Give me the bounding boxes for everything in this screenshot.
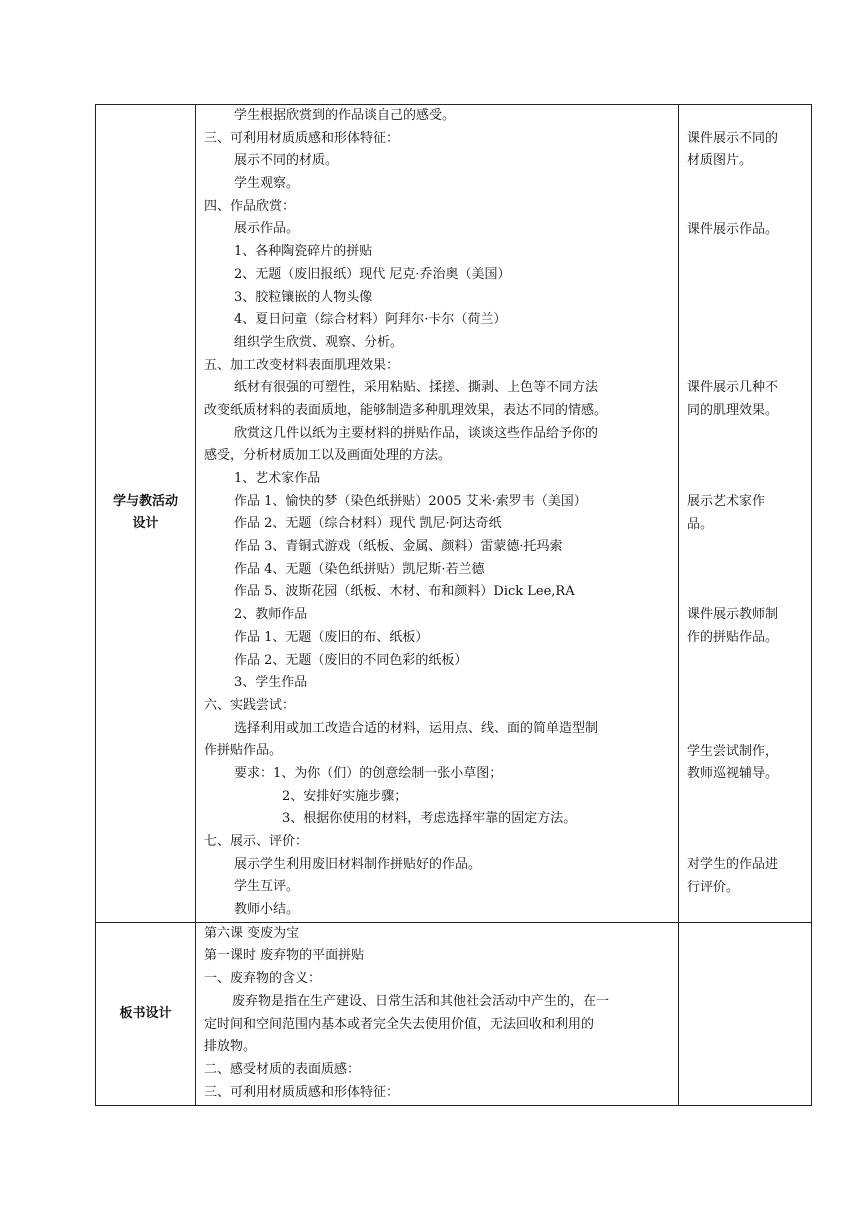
text-line: 3、学生作品: [234, 675, 308, 691]
label-line-2: 设计: [132, 516, 159, 532]
text-line: 3、根据你使用的材料，考虑选择牢靠的固定方法。: [282, 811, 577, 827]
text-line: 学生根据欣赏到的作品谈自己的感受。: [234, 108, 456, 123]
text-line: 展示学生利用废旧材料制作拼贴好的作品。: [234, 856, 482, 872]
note-line: 品。: [687, 516, 714, 532]
activity-design-notes: [679, 105, 812, 923]
text-line: 排放物。: [204, 1039, 257, 1055]
text-line: 教师小结。: [234, 902, 300, 918]
text-line: 作拼贴作品。: [204, 743, 283, 759]
text-line: 纸材有很强的可塑性，采用粘贴、揉搓、撕剥、上色等不同方法: [234, 380, 599, 396]
text-line: 六、实践尝试：: [204, 697, 296, 713]
text-line: 展示作品。: [234, 221, 300, 237]
text-line: 2、安排好实施步骤；: [282, 788, 408, 804]
note-line: 对学生的作品进: [687, 857, 779, 873]
note-line: 同的肌理效果。: [687, 403, 779, 419]
text-line: 2、教师作品: [234, 607, 308, 623]
note-line: 材质图片。: [687, 153, 753, 169]
text-line: 第一课时 废弃物的平面拼贴: [204, 948, 365, 964]
teaching-note: [687, 219, 807, 242]
text-line: 展示不同的材质。: [234, 153, 339, 169]
text-line: 1、艺术家作品: [234, 471, 321, 486]
note-line: 教师巡视辅导。: [687, 766, 779, 782]
text-line: 要求：1、为你（们）的创意绘制一张小草图；: [234, 765, 503, 781]
text-line: 作品 1、愉快的梦（染色纸拼贴）2005 艾米·索罗韦（美国）: [234, 493, 587, 509]
board-design-row: [96, 922, 812, 1105]
text-line: 一、废弃物的含义：: [204, 971, 322, 987]
note-line: 课件展示几种不: [687, 380, 779, 396]
lesson-plan-table: [95, 104, 812, 1106]
board-design-content: [196, 922, 679, 1105]
note-line: 展示艺术家作: [687, 493, 766, 509]
text-line: 学生互评。: [234, 879, 300, 895]
text-line: 作品 2、无题（综合材料）现代 凯尼·阿达奇纸: [234, 516, 502, 532]
teaching-note: [687, 604, 807, 649]
text-line: 1、各种陶瓷碎片的拼贴: [234, 244, 373, 260]
board-design-label: 板书设计: [96, 922, 196, 1105]
teaching-note: [687, 741, 807, 786]
text-line: 第六课 变废为宝: [204, 925, 300, 941]
text-line: 四、作品欣赏：: [204, 198, 296, 214]
teaching-note: [687, 377, 807, 422]
teaching-note: [687, 128, 807, 173]
text-line: 三、可利用材质质感和形体特征：: [204, 1084, 400, 1100]
text-line: 作品 5、波斯花园（纸板、木材、布和颜料）Dick Lee,RA: [234, 584, 575, 600]
text-line: 作品 4、无题（染色纸拼贴）凯尼斯·若兰德: [234, 561, 485, 577]
text-line: 3、胶粒镶嵌的人物头像: [234, 289, 373, 305]
teaching-note: [687, 491, 807, 536]
text-line: 感受，分析材质加工以及画面处理的方法。: [204, 448, 452, 464]
note-line: 课件展示作品。: [687, 221, 779, 237]
text-line: 欣赏这几件以纸为主要材料的拼贴作品，谈谈这些作品给予你的: [234, 425, 599, 441]
note-line: 课件展示不同的: [687, 130, 779, 146]
note-line: 行评价。: [687, 879, 740, 895]
text-line: 作品 1、无题（废旧的布、纸板）: [234, 629, 429, 645]
text-line: 作品 3、青铜式游戏（纸板、金属、颜料）雷蒙德·托玛索: [234, 539, 563, 555]
text-line: 2、无题（废旧报纸）现代 尼克·乔治奥（美国）: [234, 266, 511, 282]
text-line: 学生观察。: [234, 176, 300, 192]
text-line: 二、感受材质的表面质感：: [204, 1061, 361, 1077]
text-line: 定时间和空间范围内基本或者完全失去使用价值，无法回收和利用的: [204, 1016, 595, 1032]
text-line: 三、可利用材质质感和形体特征：: [204, 130, 400, 146]
text-line: 五、加工改变材料表面肌理效果：: [204, 357, 400, 373]
label-line-1: 学与教活动: [112, 494, 178, 510]
text-line: 4、夏日问童（综合材料）阿拜尔·卡尔（荷兰）: [234, 312, 507, 328]
activity-design-content: [196, 105, 679, 923]
teaching-note: [687, 854, 807, 899]
activity-design-row: [96, 105, 812, 923]
activity-design-label: [96, 105, 196, 923]
text-line: 七、展示、评价：: [204, 834, 309, 849]
note-line: 学生尝试制作，: [687, 743, 779, 759]
note-line: 作的拼贴作品。: [687, 630, 779, 646]
text-line: 作品 2、无题（废旧的不同色彩的纸板）: [234, 652, 468, 668]
text-line: 组织学生欣赏、观察、分析。: [234, 334, 404, 350]
text-line: 改变纸质材料的表面质地，能够制造多种肌理效果，表达不同的情感。: [204, 402, 608, 418]
text-line: 选择利用或加工改造合适的材料，运用点、线、面的简单造型制: [234, 720, 599, 736]
note-line: 课件展示教师制: [687, 607, 779, 623]
text-line: 废弃物是指在生产建设、日常生活和其他社会活动中产生的，在一: [232, 993, 610, 1009]
board-design-notes: [679, 922, 812, 1105]
